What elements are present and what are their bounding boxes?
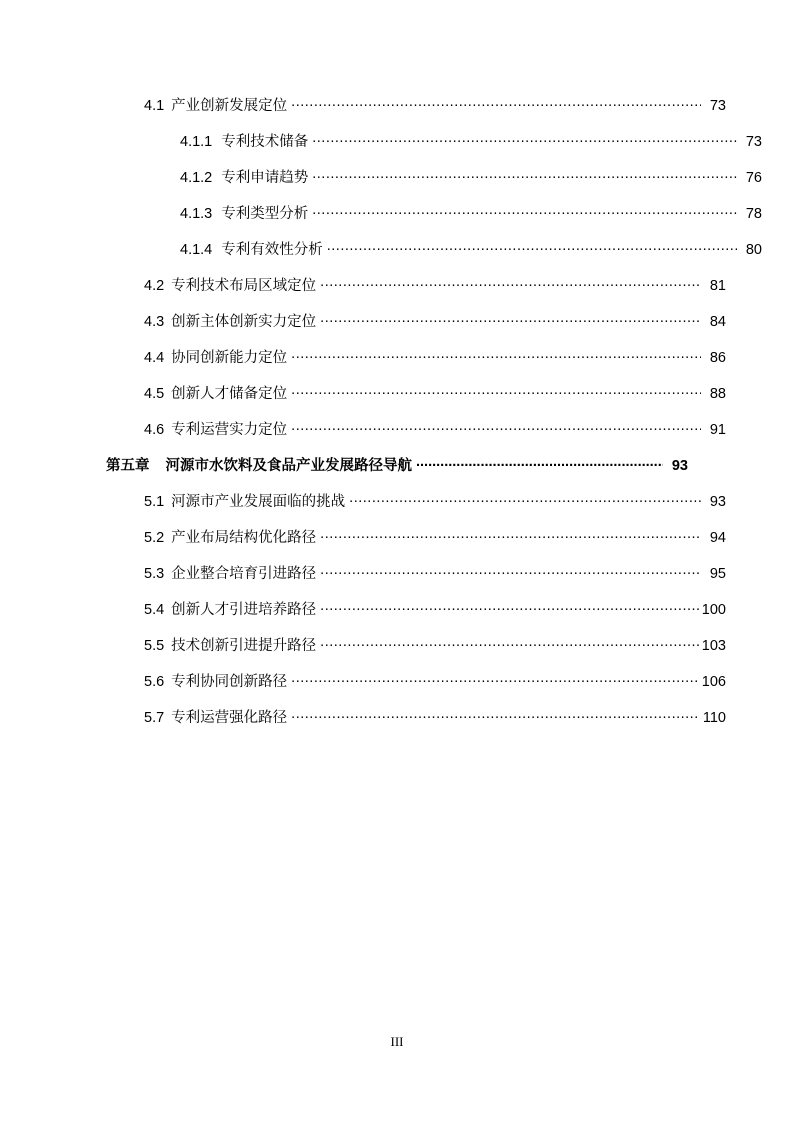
toc-entry-number: 5.7 [144, 710, 165, 726]
toc-entry-title: 专利类型分析 [221, 206, 309, 222]
toc-entry-number: 4.3 [144, 314, 165, 330]
toc-entry[interactable] [144, 672, 726, 690]
toc-leader-dots [320, 276, 701, 290]
toc-entry-page-number: 73 [745, 134, 762, 150]
toc-entry[interactable] [144, 312, 726, 330]
toc-entry-title: 协同创新能力定位 [171, 350, 288, 366]
toc-entry[interactable] [144, 600, 726, 618]
toc-entry-title: 创新人才引进培养路径 [171, 602, 317, 618]
toc-entry-page-number: 80 [745, 242, 762, 258]
toc-entry-title: 河源市水饮料及食品产业发展路径导航 [165, 458, 412, 474]
toc-entry-page-number: 76 [745, 170, 762, 186]
toc-leader-dots [320, 312, 701, 326]
toc-entry-number: 5.1 [144, 494, 165, 510]
toc-entry-number: 4.1 [144, 98, 165, 114]
toc-entry[interactable] [180, 204, 762, 222]
toc-entry-title: 专利申请趋势 [221, 170, 309, 186]
toc-leader-dots [312, 168, 737, 182]
toc-entry[interactable] [144, 348, 726, 366]
toc-entry[interactable] [144, 708, 726, 726]
toc-entry[interactable] [180, 132, 762, 150]
toc-entry-page-number: 91 [709, 422, 726, 438]
page-folio: III [390, 1034, 404, 1049]
toc-entry-title: 专利技术布局区域定位 [171, 278, 317, 294]
toc-entry[interactable] [144, 492, 726, 510]
table-of-contents [106, 96, 762, 744]
toc-entry-number: 5.2 [144, 530, 165, 546]
toc-entry-number: 5.6 [144, 674, 165, 690]
toc-entry-number: 4.4 [144, 350, 165, 366]
toc-entry-number: 5.5 [144, 638, 165, 654]
toc-entry-page-number: 106 [701, 674, 726, 690]
toc-entry-page-number: 93 [671, 458, 688, 474]
toc-entry-page-number: 95 [709, 566, 726, 582]
toc-entry-page-number: 78 [745, 206, 762, 222]
toc-entry-page-number: 81 [709, 278, 726, 294]
toc-entry[interactable] [144, 420, 726, 438]
toc-entry[interactable] [106, 456, 688, 474]
toc-entry-number: 4.1.2 [180, 170, 213, 186]
toc-leader-dots [312, 132, 737, 146]
toc-entry-number: 第五章 [106, 458, 150, 474]
toc-leader-dots [291, 708, 700, 722]
toc-entry-title: 产业创新发展定位 [171, 98, 288, 114]
toc-entry-title: 专利运营实力定位 [171, 422, 288, 438]
toc-leader-dots [320, 600, 699, 614]
toc-entry-title: 专利技术储备 [221, 134, 309, 150]
toc-entry-title: 专利运营强化路径 [171, 710, 288, 726]
toc-entry-page-number: 94 [709, 530, 726, 546]
toc-entry-page-number: 100 [701, 602, 726, 618]
toc-entry-page-number: 88 [709, 386, 726, 402]
toc-entry[interactable] [144, 528, 726, 546]
toc-entry[interactable] [144, 96, 726, 114]
toc-entry[interactable] [180, 168, 762, 186]
toc-entry-page-number: 110 [702, 710, 726, 726]
toc-entry[interactable] [144, 636, 726, 654]
toc-leader-dots [291, 348, 701, 362]
toc-leader-dots [349, 492, 701, 506]
toc-entry[interactable] [144, 276, 726, 294]
toc-entry-number: 5.3 [144, 566, 165, 582]
toc-leader-dots [320, 636, 699, 650]
toc-entry-page-number: 93 [709, 494, 726, 510]
toc-entry-title: 技术创新引进提升路径 [171, 638, 317, 654]
toc-leader-dots [291, 420, 701, 434]
toc-entry-number: 4.5 [144, 386, 165, 402]
toc-entry-number: 4.1.4 [180, 242, 213, 258]
toc-entry-number: 4.1.1 [180, 134, 213, 150]
toc-leader-dots [320, 564, 701, 578]
toc-entry-number: 4.1.3 [180, 206, 213, 222]
toc-entry-page-number: 103 [701, 638, 726, 654]
toc-entry[interactable] [180, 240, 762, 258]
toc-leader-dots [320, 528, 701, 542]
toc-leader-dots [312, 204, 737, 218]
toc-entry-number: 5.4 [144, 602, 165, 618]
toc-entry-title: 创新人才储备定位 [171, 386, 288, 402]
toc-entry-title: 专利协同创新路径 [171, 674, 288, 690]
toc-leader-dots [327, 240, 737, 254]
toc-leader-dots [416, 456, 663, 470]
toc-entry-page-number: 84 [709, 314, 726, 330]
toc-entry-page-number: 86 [709, 350, 726, 366]
toc-entry-title: 专利有效性分析 [221, 242, 323, 258]
toc-leader-dots [291, 96, 701, 110]
toc-entry[interactable] [144, 564, 726, 582]
toc-entry-number: 4.6 [144, 422, 165, 438]
toc-entry-title: 创新主体创新实力定位 [171, 314, 317, 330]
toc-leader-dots [291, 384, 701, 398]
toc-entry-title: 产业布局结构优化路径 [171, 530, 317, 546]
toc-leader-dots [291, 672, 699, 686]
toc-entry-page-number: 73 [709, 98, 726, 114]
toc-entry-title: 河源市产业发展面临的挑战 [171, 494, 346, 510]
toc-entry[interactable] [144, 384, 726, 402]
toc-entry-title: 企业整合培育引进路径 [171, 566, 317, 582]
toc-entry-number: 4.2 [144, 278, 165, 294]
